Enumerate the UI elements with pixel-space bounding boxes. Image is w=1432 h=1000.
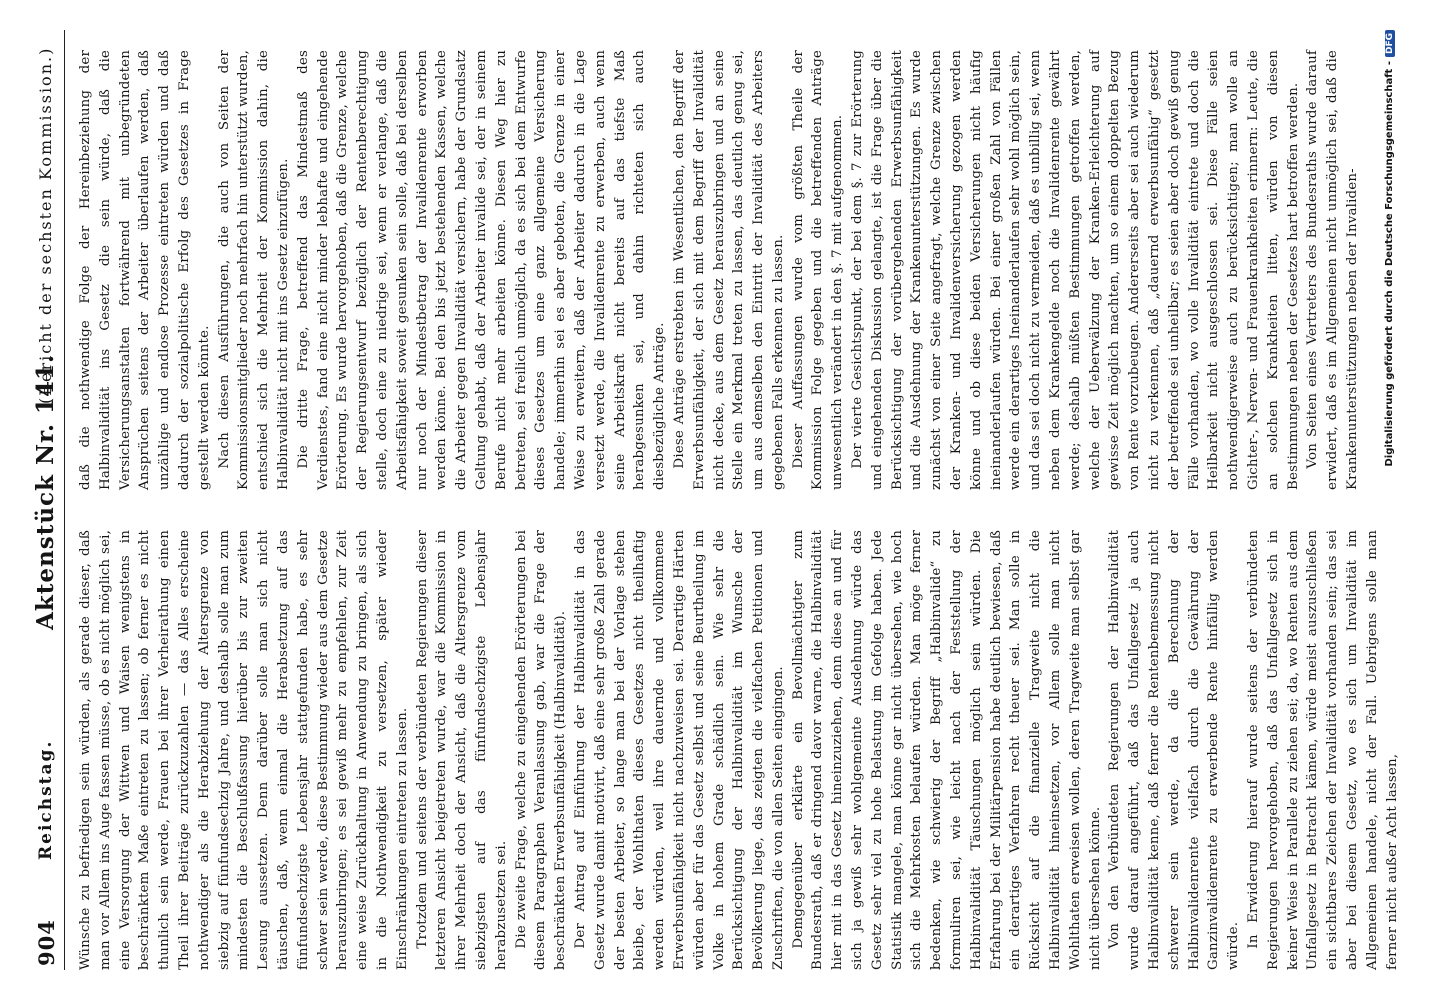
document-number: Aktenstück Nr. 141.	[32, 353, 59, 630]
paragraph: Diese Anträge erstrebten im Wesentlichen, den Begriff der Erwerbsunfähigkeit, der sich mit dem Begriff der Invalidität nicht decke, aus dem Gesetz herauszubringen und an seine Stelle ein Merkmal treten zu lassen, das deutlich genug sei, um aus demselben den Eintritt der Invalidität des Arbeiters gegebenen Falls erkennen zu lassen.	[671, 50, 786, 490]
digitization-credit	[1376, 30, 1410, 970]
page-number: 904	[34, 919, 59, 966]
document-page	[30, 30, 1400, 970]
paragraph: Von den Verbündeten Regierungen der Halbinvalidität wurde darauf angeführt, daß das Unfallgesetz ja auch Halbinvalidität kenne, daß ferner die Rentenbemessung nicht schwerer sein werde, da die Berechnung der Halbinvalidenrente vielfach durch die Gewährung der Ganzinvalidenrente zu erwerbende Rente hinfällig werden würde.	[1107, 530, 1242, 970]
paragraph: daß die nothwendige Folge der Hereinbeziehung der Halbinvalidität ins Gesetz die sein würde, daß die Versicherungsanstalten fortwährend mit unbegründeten Ansprüchen seitens der Arbeiter überlaufen werden, daß unzählige und endlose Prozesse eintreten würden und daß dadurch der sozialpolitische Erfolg des Gesetzes in Frage gestellt werden könnte.	[78, 50, 212, 490]
dfg-logo: DFG	[1385, 30, 1395, 57]
page-header	[30, 30, 65, 970]
paragraph: Demgegenüber erklärte ein Bevollmächtigter zum Bundesrath, daß er dringend davor warne, die Halbinvalidität hier mit in das Gesetz hineinzuziehen, denn diese an und für sich ja gewiß sehr wohlgemeinte Ausdehnung würde das Gesetz sehr viel zu hohe Belastung im Gefolge haben. Jede Statistik mangele, man könne gar nicht übersehen, wie hoch sich die Mehrkosten belaufen würden. Man möge ferner bedenken, wie schwierig der Begriff „Halbinvalide“ zu formuliren sei, wie leicht nach der Feststellung der Halbinvalidität Täuschungen möglich sein würden. Die Erfahrung bei der Militärpension habe deutlich bewiesen, daß ein derartiges Verfahren recht theuer sei. Man solle in Rücksicht auf die finanzielle Tragweite nicht die Halbinvalidität hineinsetzen, vor Allem solle man nicht Wohlthaten erweisen wollen, deren Tragweite man selbst gar nicht übersehen könne.	[790, 530, 1103, 970]
paragraph: Von Seiten eines Vertreters des Bundesraths wurde darauf erwidert, daß es im Allgemeinen nicht unmöglich sei, daß die Krankenunterstützungen neben der Invaliden-	[1305, 50, 1360, 490]
paragraph: Wünsche zu befriedigen sein würden, als gerade dieser, daß man vor Allem ins Auge fassen müsse, ob es nicht möglich sei, eine Versorgung der Wittwen und Waisen wenigstens in beschränktem Maße eintreten zu lassen; ob ferner es nicht thunlich sein werde, Frauen bei ihrer Verheirathung einen Theil ihrer Beiträge zurückzuzahlen — das Alles erscheine nothwendiger als die Herabziehung der Altersgrenze von siebzig auf fünfundsechzig Jahre, und deshalb solle man zum mindesten die Beschlußfassung hierüber bis zur zweiten Lesung aussetzen. Denn darüber solle man sich nicht täuschen, daß, wenn einmal die Herabsetzung auf das fünfundsechzigste Lebensjahr stattgefunden habe, es sehr schwer sein werde, diese Bestimmung wieder aus dem Gesetze herauszubringen; es sei gewiß mehr zu empfehlen, zur Zeit eine weise Zurückhaltung in Anwendung zu bringen, als sich in die Nothwendigkeit zu versetzen, später wieder Einschränkungen eintreten zu lassen.	[78, 530, 410, 970]
section-title: (Bericht der sechsten Kommission.)	[36, 46, 55, 404]
left-column	[76, 530, 1400, 970]
paragraph: Der Antrag auf Einführung der Halbinvalidität in das Gesetz wurde damit motivirt, daß eine sehr große Zahl gerade der besten Arbeiter, so lange man bei der Vorlage stehen bleibe, der Wohlthaten dieses Gesetzes nicht theilhaftig werden würden, weil ihre dauernde und vollkommene Erwerbsunfähigkeit nicht nachzuweisen sei. Derartige Härten würden aber für das Gesetz selbst und seine Beurtheilung im Volke in hohem Grade schädlich sein. Wie sehr die Berücksichtigung der Halbinvalidität im Wunsche der Bevölkerung liege, das zeigten die vielfachen Petitionen und Zuschriften, die von allen Seiten eingingen.	[572, 530, 786, 970]
page-title: Reichstag.	[36, 739, 56, 860]
paragraph: Der vierte Gesichtspunkt, der bei dem §. 7 zur Erörterung und eingehenden Diskussion gelangte, ist die Frage über die Berücksichtigung der vorübergehenden Erwerbsunfähigkeit und die Ausdehnung der Krankenunterstützungen. Es wurde zunächst von einer Seite angefragt, welche Grenze zwischen der Kranken- und Invalidenversicherung gezogen werden könne und ob diese beiden Versicherungen nicht häufig ineinanderlaufen würden. Bei einer großen Zahl von Fällen werde ein derartiges Ineinanderlaufen sehr wohl möglich sein, und das sei doch nicht zu vermeiden, daß es unbillig sei, wenn neben dem Krankengelde noch die Invalidenrente gewährt werde; deshalb müßten Bestimmungen getroffen werden, welche der Ueberwälzung der Kranken-Erleichterung auf gewisse Zeit möglich machten, um so einem doppelten Bezug von Rente vorzubeugen. Andererseits aber sei auch wiederum nicht zu verkennen, daß „dauernd erwerbsunfähig“ gesetzt der betreffende sei unheilbar; es seien aber doch gewiß genug Fälle vorhanden, wo volle Invalidität eintrete und doch die Heilbarkeit nicht ausgeschlossen sei. Diese Fälle seien nothwendigerweise auch zu berücksichtigen; man wolle an Gichter-, Nerven- und Frauenkrankheiten erinnern: Leute, die an solchen Krankheiten litten, würden von diesen Bestimmungen neben der Gesetzes hart betroffen werden.	[850, 50, 1301, 490]
paragraph: Trotzdem und seitens der verbündeten Regierungen dieser letzteren Ansicht beigetreten wurde, war die Kommission in ihrer Mehrheit doch der Ansicht, daß die Altersgrenze vom siebzigsten auf das fünfundsechzigste Lebensjahr herabzusetzen sei.	[414, 530, 509, 970]
paragraph: Die zweite Frage, welche zu eingehenden Erörterungen bei diesem Paragraphen Veranlassung gab, war die Frage der beschränkten Erwerbsunfähigkeit (Halbinvalidität).	[513, 530, 569, 970]
paragraph: Dieser Auffassungen wurde vom größten Theile der Kommission Folge gegeben und die betreffenden Anträge unwesentlich verändert in den §. 7 mit aufgenommen.	[790, 50, 846, 490]
right-column	[76, 50, 1386, 490]
paragraph: In Erwiderung hierauf wurde seitens der verbündeten Regierungen hervorgehoben, daß das Unfallgesetz sich in keiner Weise in Parallele zu ziehen sei; da, wo Renten aus dem Unfallgesetz in Betracht kämen, würde meist auszuschließen ein sichtbares Zeichen der Invalidität vorhanden sein; das sei aber bei diesem Gesetz, wo es sich um Invalidität im Allgemeinen handele, nicht der Fall. Uebrigens solle man ferner nicht außer Acht lassen,	[1246, 530, 1400, 970]
paragraph: Nach diesen Ausführungen, die auch von Seiten der Kommissionsmitglieder noch mehrfach hin unterstützt wurden, entschied sich die Mehrheit der Kommission dahin, die Halbinvalidität nicht mit ins Gesetz einzufügen.	[216, 50, 291, 490]
paragraph: Die dritte Frage, betreffend das Mindestmaß des Verdienstes, fand eine nicht minder lebhafte und eingehende Erörterung. Es wurde hervorgehoben, daß die Grenze, welche der Regierungsentwurf bezüglich der Rentenberechtigung stelle, doch eine zu niedrige sei, wenn er verlange, daß die Arbeitsfähigkeit soweit gesunken sein solle, daß bei derselben nur noch der Mindestbetrag der Invalidenrente erworben werden könne. Bei den bis jetzt bestehenden Kassen, welche die Arbeiter gegen Invalidität versichern, habe der Grundsatz Geltung gehabt, daß der Arbeiter invalide sei, der in seinem Berufe nicht mehr arbeiten könne. Diesen Weg hier zu betreten, sei freilich unmöglich, da es sich bei dem Entwurfe dieses Gesetzes um eine ganz allgemeine Versicherung handele; immerhin sei es aber geboten, die Grenze in einer Weise zu erweitern, daß der Arbeiter dadurch in die Lage versetzt werde, die Invalidenrente zu erwerben, auch wenn seine Arbeitskraft nicht bereits auf das tiefste Maß herabgesunken sei, und dahin richteten sich auch diesbezügliche Anträge.	[295, 50, 668, 490]
credit-text: Digitalisierung gefördert durch die Deutsche Forschungsgemeinschaft -	[1384, 61, 1395, 467]
credit-line	[1384, 30, 1402, 970]
